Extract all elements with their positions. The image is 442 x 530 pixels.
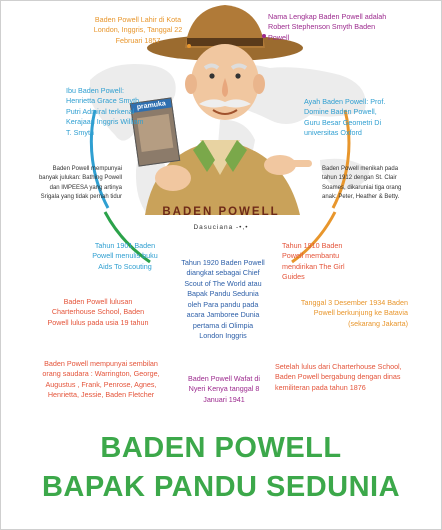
- batavia-visit-fact: Tanggal 3 Desember 1934 Baden Powell berkunjung ke Batavia (sekarang Jakarta): [300, 298, 408, 328]
- marriage-fact: Baden Powell menikah pada tahun 1912 dengan St. Clair Soames, dikaruniai tiga orang anak: Peter, Heather & Betty.: [322, 166, 402, 200]
- death-fact: Baden Powell Wafat di Nyeri Kenya tanggal 8 Januari 1941: [187, 374, 261, 404]
- headline-line-2: BAPAK PANDU SEDUNIA: [41, 471, 401, 503]
- portrait-name: BADEN POWELL: [162, 206, 280, 218]
- mother-fact: Ibu Baden Powell: Henrietta Grace Smyth, Putri Admiral terkenal Kerajaan Inggris William T. Smyth: [66, 86, 144, 137]
- fullname-fact: Nama Lengkap Baden Powell adalah Robert Stephenson Smyth Baden Powell: [268, 12, 387, 42]
- book-1901-fact: Tahun 1901 Baden Powell menulis buku Aids To Scouting: [92, 241, 158, 271]
- girl-guides-1910-fact: Tahun 1910 Baden Powell membantu mendirikan The Girl Guides: [282, 241, 345, 282]
- nickname-fact: Baden Powell mempunyai banyak julukan: Bathing Powell dan IMPEESA yang artinya Srigala yang tidak pernah tidur: [38, 166, 122, 200]
- chief-scout-1920-fact: Tahun 1920 Baden Powell diangkat sebagai Chief Scout of The World atau Bapak Pandu Sedunia oleh Para pandu pada acara Jamboree Dunia pertama di Olimpia London Inggris: [181, 258, 265, 341]
- fullname-dot: [262, 34, 266, 38]
- father-fact: Ayah Baden Powell: Prof. Domine Baden Powell, Guru Besar Geometri Di universitas Oxford: [304, 97, 386, 138]
- headline-line-1: BADEN POWELL: [100, 432, 342, 464]
- charterhouse-fact: Baden Powell lulusan Charterhouse School, Baden Powell lulus pada usia 19 tahun: [47, 297, 149, 327]
- magazine-title: pramuka: [131, 99, 172, 113]
- birth-dot: [187, 44, 191, 48]
- birth-fact: Baden Powell Lahir di Kota London, Inggris, Tanggal 22 Februari 1857: [93, 15, 183, 45]
- portrait-signature: Dasuciana -•,•: [193, 224, 249, 231]
- siblings-fact: Baden Powell mempunyai sembilan orang saudara : Warrington, George, Augustus , Frank, Penrose, Agnes, Henrietta, Jessie, Baden Fletcher: [42, 359, 160, 400]
- military-fact: Setelah lulus dari Charterhouse School, Baden Powell bergabung dengan dinas kemiliteran pada tahun 1876: [275, 362, 402, 392]
